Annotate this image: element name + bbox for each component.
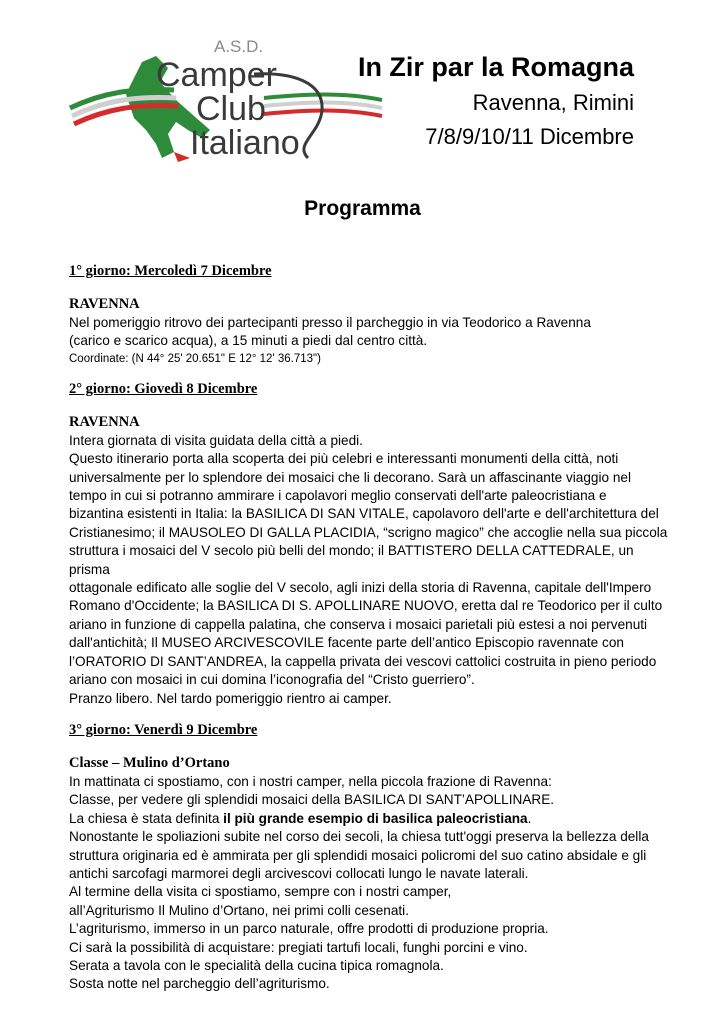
event-title: In Zir par la Romagna xyxy=(357,52,634,82)
day3-line: struttura originaria ed è ammirata per gli splendidi mosaici policromi del suo catino absidale e gli xyxy=(69,847,647,863)
day2-line: Pranzo libero. Nel tardo pomeriggio rientro ai camper. xyxy=(69,690,392,706)
day2-line: bizantina esistenti in Italia: la BASILICA DI SAN VITALE, capolavoro dell'arte e dell'architettura del xyxy=(69,506,659,522)
day2-line: ariano in funzione di cappella palatina, che conserva i mosaici parietali più estesi a noi pervenuti xyxy=(69,616,648,632)
day3-line: Sosta notte nel parcheggio dell’agriturismo. xyxy=(69,976,330,992)
logo-asd: A.S.D. xyxy=(214,37,264,56)
day3-line: Nonostante le spoliazioni subite nel corso dei secoli, la chiesa tutt'oggi preserva la bellezza della xyxy=(69,829,649,845)
day2-line: l’ORATORIO DI SANT’ANDREA, la cappella privata dei vescovi cattolici costruita in pieno periodo xyxy=(69,653,657,669)
day3-bold-emphasis: il più grande esempio di basilica paleocristiana xyxy=(223,810,528,826)
day3-place: Classe – Mulino d’Ortano xyxy=(69,754,230,771)
day3-heading: 3° giorno: Venerdì 9 Dicembre xyxy=(69,721,258,738)
day3-bold-after: . xyxy=(527,810,532,826)
day3-line: all’Agriturismo Il Mulino d’Ortano, nei primi colli cesenati. xyxy=(69,902,409,918)
day3-line: Al termine della visita ci spostiamo, sempre con i nostri camper, xyxy=(69,884,452,900)
day2-line: dall'antichità; Il MUSEO ARCIVESCOVILE facente parte dell’antico Episcopio ravennate con xyxy=(69,635,624,651)
day2-line: struttura i mosaici del V secolo più belli del mondo; il BATTISTERO DELLA CATTEDRALE, un prisma xyxy=(69,543,634,577)
day3-line: L’agriturismo, immerso in un parco naturale, offre prodotti di produzione propria. xyxy=(69,921,549,937)
day3-bold-before: La chiesa è stata definita xyxy=(69,810,224,826)
day2-heading: 2° giorno: Giovedì 8 Dicembre xyxy=(69,380,258,397)
event-cities: Ravenna, Rimini xyxy=(472,90,634,115)
day1-line: Nel pomeriggio ritrovo dei partecipanti presso il parcheggio in via Teodorico a Ravenna xyxy=(69,315,591,330)
flag-swoosh-right xyxy=(264,95,382,101)
day2-line: Romano d'Occidente; la BASILICA DI S. APOLLINARE NUOVO, eretta dal re Teodorico per il culto xyxy=(69,598,663,614)
day2-line: universalmente per lo splendore dei mosaici che li decorano. Sarà un affascinante viaggio nel xyxy=(69,469,631,485)
day2-line: Questo itinerario porta alla scoperta dei più celebri e interessanti monumenti della città, noti xyxy=(69,451,619,467)
day2-line: Cristianesimo; il MAUSOLEO DI GALLA PLACIDIA, “scrigno magico” che accoglie nella sua piccola xyxy=(69,524,668,540)
day3-line: Classe, per vedere gli splendidi mosaici della BASILICA DI SANT’APOLLINARE. xyxy=(69,792,555,808)
day3-bold-line xyxy=(69,810,669,828)
club-logo xyxy=(64,34,384,164)
day3-line: Ci sarà la possibilità di acquistare: pregiati tartufi locali, funghi porcini e vino. xyxy=(69,939,528,955)
logo-line3: Italiano xyxy=(190,124,300,162)
program-title: Programma xyxy=(304,197,421,220)
day1-coordinates: Coordinate: (N 44° 25' 20.651" E 12° 12' 36.713") xyxy=(69,352,321,365)
logo-line2: Club xyxy=(196,90,266,128)
day3-line: antichi sarcofagi marmorei degli arcivescovi collocati lungo le navate laterali. xyxy=(69,865,529,881)
logo-line1: Camper xyxy=(156,56,277,94)
day2-line: Intera giornata di visita guidata della città a piedi. xyxy=(69,432,363,448)
day1-place: RAVENNA xyxy=(69,296,140,312)
club-logo-graphic xyxy=(64,34,384,164)
program-content xyxy=(69,262,669,994)
day1-line: (carico e scarico acqua), a 15 minuti a piedi dal centro città. xyxy=(69,333,428,349)
day1-heading: 1° giorno: Mercoledì 7 Dicembre xyxy=(69,263,272,279)
day2-line: tempo in cui si potranno ammirare i capolavori meglio conservati dell'arte paleocristiana e xyxy=(69,488,607,504)
day2-line: ottagonale edificato alle soglie del V secolo, agli inizi della storia di Ravenna, capitale dell'Impero xyxy=(69,580,652,596)
day2-line: ariano con mosaici in cui domina l’iconografia del “Cristo guerriero”. xyxy=(69,672,475,688)
day2-place: RAVENNA xyxy=(69,413,140,430)
event-dates: 7/8/9/10/11 Dicembre xyxy=(425,124,634,149)
day3-line: In mattinata ci spostiamo, con i nostri camper, nella piccola frazione di Ravenna: xyxy=(69,773,552,789)
day3-line: Serata a tavola con le specialità della cucina tipica romagnola. xyxy=(69,957,444,973)
